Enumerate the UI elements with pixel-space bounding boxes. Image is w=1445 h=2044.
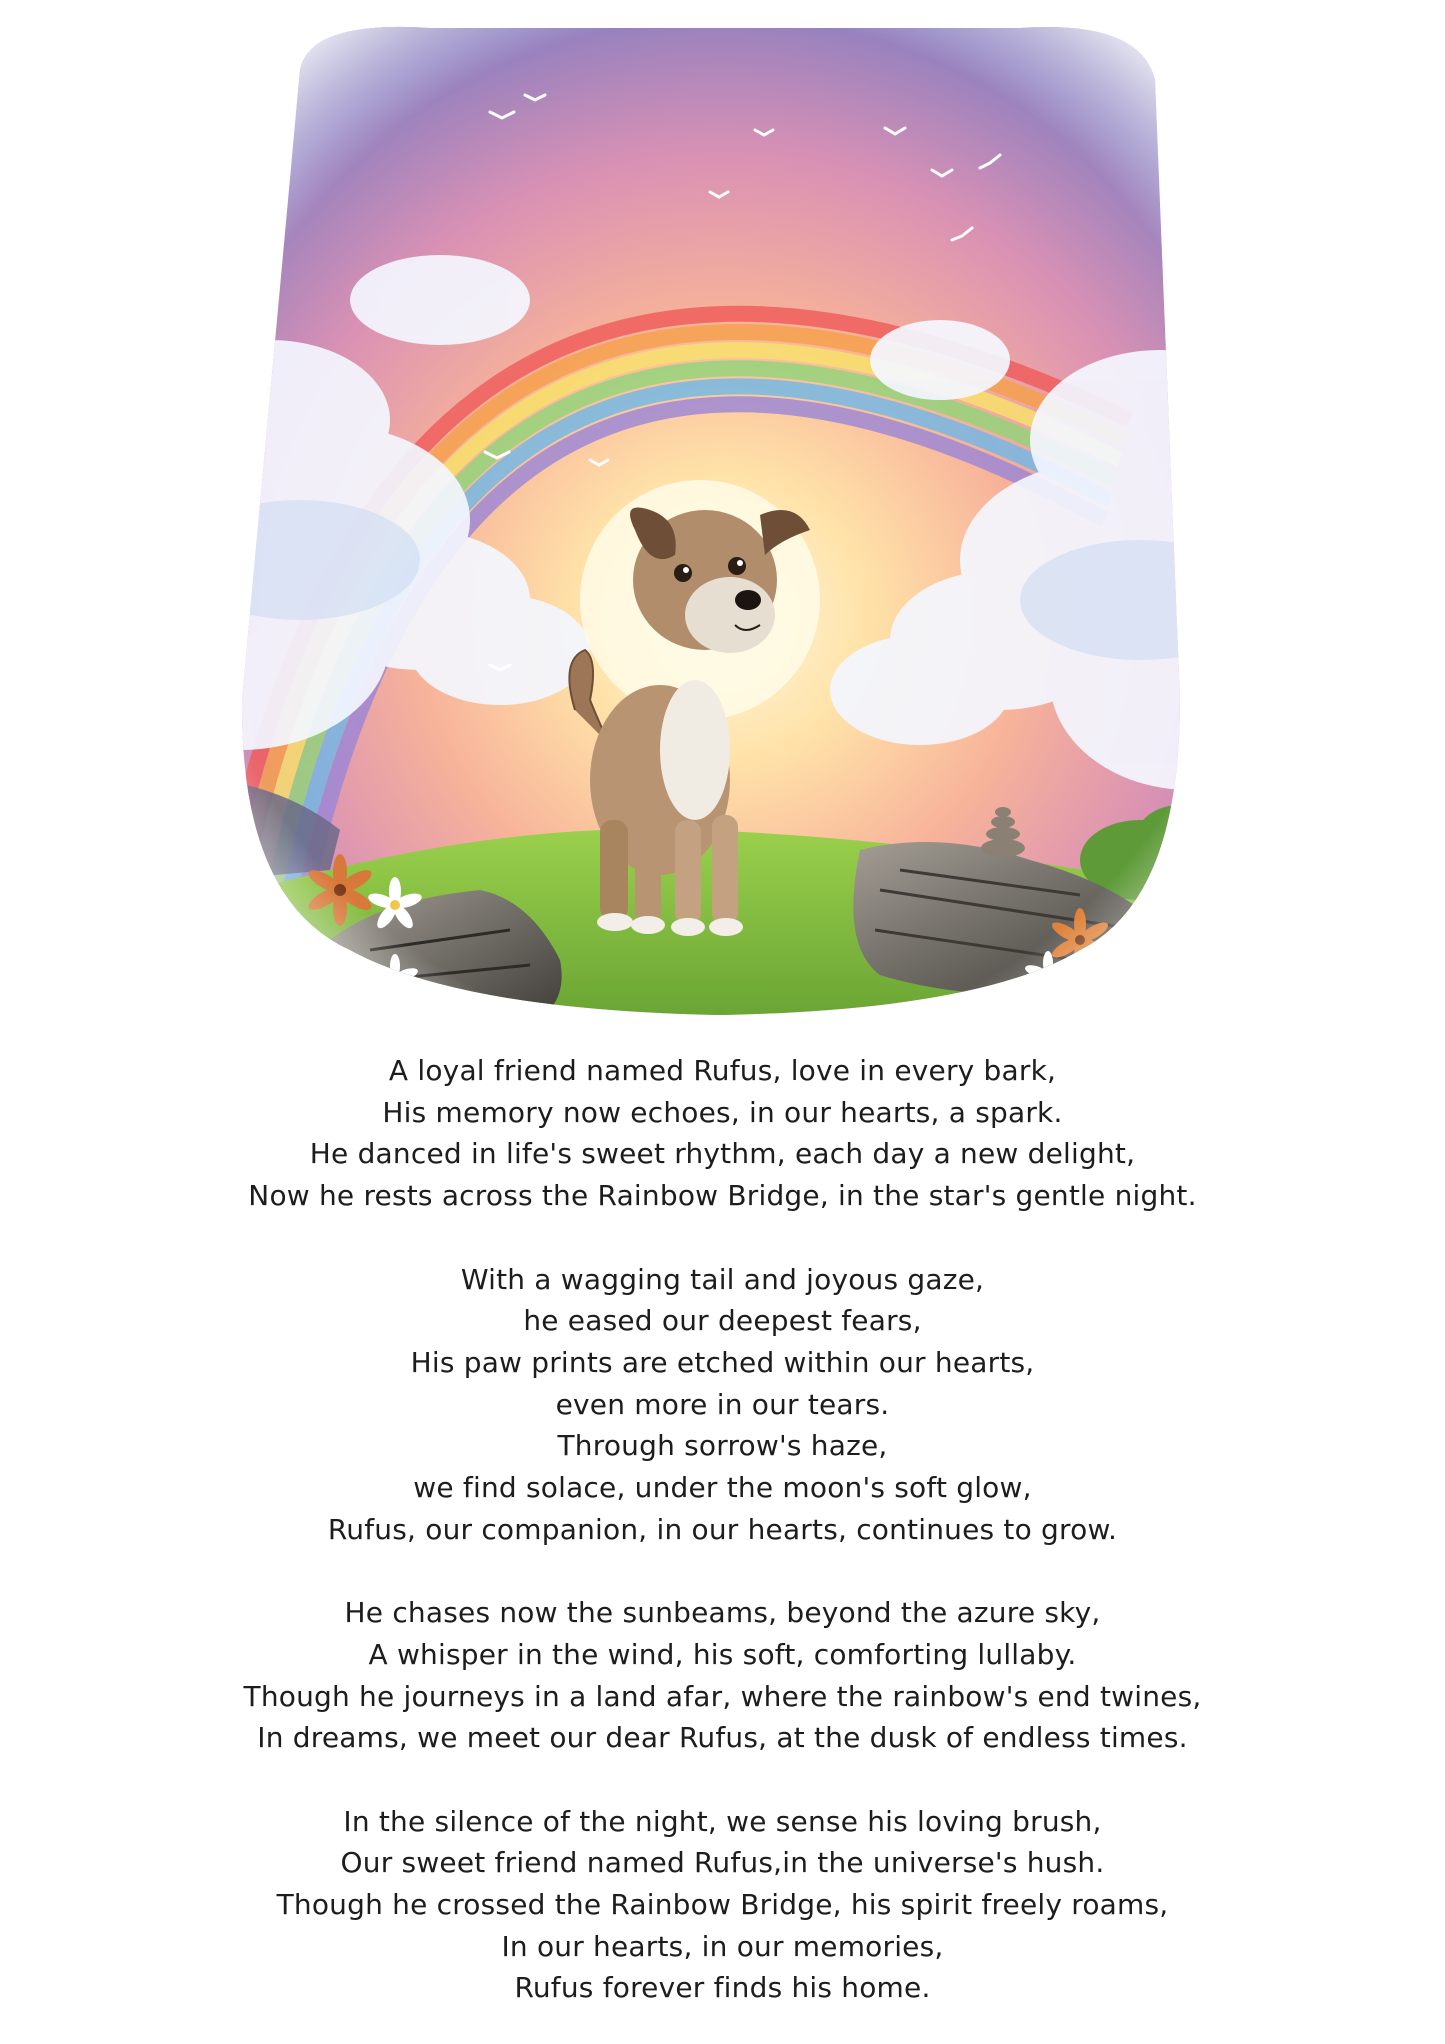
poem-line: Our sweet friend named Rufus,in the universe's hush. (340, 1846, 1105, 1880)
poem-line: His paw prints are etched within our hearts, (410, 1345, 1035, 1379)
poem-line: Though he crossed the Rainbow Bridge, his spirit freely roams, (276, 1888, 1169, 1922)
poem-line: Though he journeys in a land afar, where the rainbow's end twines, (243, 1679, 1202, 1713)
memorial-poem (0, 1050, 1445, 2009)
poem-line: He chases now the sunbeams, beyond the azure sky, (344, 1596, 1101, 1630)
illustration-canvas (180, 0, 1265, 1065)
poem-line: Now he rests across the Rainbow Bridge, in the star's gentle night. (248, 1179, 1197, 1213)
poem-line: we find solace, under the moon's soft glow, (413, 1471, 1032, 1505)
poem-line: A loyal friend named Rufus, love in every bark, (388, 1054, 1057, 1087)
poem-line: In dreams, we meet our dear Rufus, at the dusk of endless times. (257, 1721, 1188, 1755)
poem-stanza-2 (0, 1259, 1445, 1551)
poem-stanza-1 (0, 1050, 1445, 1217)
poem-line: He danced in life's sweet rhythm, each day a new delight, (309, 1137, 1136, 1171)
poem-line: His memory now echoes, in our hearts, a spark. (382, 1095, 1063, 1129)
poem-stanza-3 (0, 1592, 1445, 1759)
poem-line: Rufus, our companion, in our hearts, continues to grow. (327, 1512, 1118, 1546)
poem-line: In the silence of the night, we sense his loving brush, (343, 1804, 1102, 1838)
poem-line: With a wagging tail and joyous gaze, (460, 1262, 985, 1296)
poem-line: even more in our tears. (555, 1387, 890, 1421)
poem-line: Through sorrow's haze, (557, 1429, 888, 1463)
poem-line: In our hearts, in our memories, (501, 1929, 944, 1963)
poem-line: A whisper in the wind, his soft, comforting lullaby. (368, 1637, 1077, 1671)
scene-group (180, 0, 1265, 1065)
rainbow-bridge-illustration (180, 0, 1265, 1065)
poem-line: Rufus forever finds his home. (514, 1971, 931, 2005)
poem-line: he eased our deepest fears, (523, 1304, 922, 1338)
poem-stanza-4 (0, 1801, 1445, 2010)
